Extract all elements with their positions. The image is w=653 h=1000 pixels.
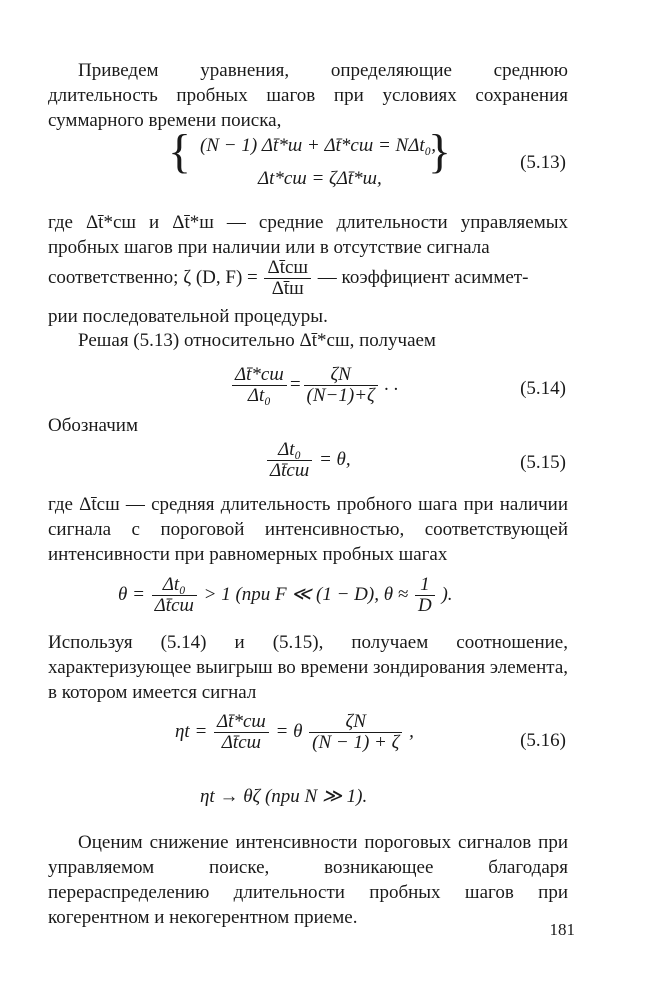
using-paragraph: Используя (5.14) и (5.15), получаем соотношение, характеризующее выигрыш во времени зондирования элемента, в котором имеется сигнал: [48, 632, 568, 703]
coefficient-left: соответственно; ζ (D, F) =: [48, 266, 258, 288]
eq514-rhs-num: ζN: [304, 365, 378, 386]
eq516-rhs-fraction: [309, 712, 402, 753]
solve-line: Решая (5.13) относительно Δt̄*сш, получаем: [78, 330, 436, 351]
eq514-rhs-den: (N−1)+ζ: [306, 385, 375, 406]
eq514-lhs-fraction: [232, 365, 287, 406]
eq514-tail: . .: [384, 373, 399, 395]
ineq-relation: > 1: [203, 583, 231, 605]
ineq-num: Δt₀: [152, 575, 197, 596]
ineq-condition: (при F ≪ (1 − D), θ ≈: [235, 583, 409, 605]
coefficient-right: — коэффициент асиммет-: [317, 266, 529, 288]
equation-5-13-line2: Δt*сш = ζΔt̄*ш,: [258, 168, 382, 189]
eq516-num: Δt̄*сш: [214, 712, 269, 733]
eq516-tail: ,: [409, 720, 414, 742]
eq514-rhs-fraction: [304, 365, 378, 406]
equation-number-5-15: (5.15): [520, 452, 566, 473]
eq516-rhs-num: ζN: [309, 712, 402, 733]
eq516-fraction: [214, 712, 269, 753]
coefficient-numerator: Δt̄сш: [264, 258, 311, 279]
equation-5-13-line1: (N − 1) Δt̄*ш + Δt̄*сш = NΔt₀,: [200, 135, 436, 156]
equation-5-16: [175, 712, 414, 753]
limit-expression: ηt → θζ (при N ≫ 1).: [200, 786, 368, 807]
equation-number-5-16: (5.16): [520, 730, 566, 751]
inequality-theta: [118, 575, 453, 616]
equation-5-13: [168, 125, 192, 178]
coefficient-fraction: [264, 258, 311, 299]
eq515-num: Δt₀: [267, 440, 312, 461]
eq514-lhs-den: Δt₀: [247, 385, 271, 406]
eq515-rhs: = θ,: [318, 448, 351, 470]
eq515-fraction: [267, 440, 312, 481]
eq516-den: Δt̄сш: [221, 732, 261, 753]
equation-5-14: [230, 365, 399, 406]
equation-number-5-14: (5.14): [520, 378, 566, 399]
ineq-fraction: [152, 575, 197, 616]
equation-number-5-13: (5.13): [520, 152, 566, 173]
eq515-den: Δt̄сш: [270, 460, 310, 481]
left-brace: {: [168, 125, 192, 178]
eq514-equals: =: [288, 373, 302, 395]
coefficient-end: рии последовательной процедуры.: [48, 306, 328, 327]
intro-paragraph: Приведем уравнения, определяющие среднюю длительность пробных шагов при условиях сохранения суммарного времени поиска,: [48, 60, 568, 131]
ineq-end: ).: [441, 583, 453, 605]
equation-5-15: [265, 440, 351, 481]
where-paragraph-2: где Δt̄сш — средняя длительность пробного шага при наличии сигнала с пороговой интенсивностью, соответствующей интенсивности при равномерных пробных шагах: [48, 494, 568, 565]
ineq-cond-fraction: [415, 575, 435, 616]
ineq-cond-num: 1: [415, 575, 435, 596]
ineq-lhs: θ =: [118, 583, 145, 605]
eq514-lhs-num: Δt̄*сш: [232, 365, 287, 386]
eq516-rhs-den: (N − 1) + ζ: [312, 732, 400, 753]
coefficient-denominator: Δt̄ш: [271, 278, 304, 299]
eq516-mid: = θ: [275, 720, 303, 742]
where-paragraph-1: где Δt̄*сш и Δt̄*ш — средние длительности управляемых пробных шагов при наличии или в отсутствие сигнала: [48, 212, 568, 258]
right-brace: }: [428, 125, 452, 178]
ineq-den: Δt̄сш: [154, 595, 194, 616]
denote-line: Обозначим: [48, 415, 138, 436]
coefficient-line: [48, 258, 568, 299]
page-number: 181: [549, 920, 575, 939]
ineq-cond-den: D: [417, 595, 432, 616]
final-paragraph: Оценим снижение интенсивности пороговых сигналов при управляемом поиске, возникающее благодаря перераспределению длительности пробных шагов при когерентном и некогерентном приеме.: [48, 832, 568, 928]
eq516-lhs: ηt =: [175, 720, 208, 742]
